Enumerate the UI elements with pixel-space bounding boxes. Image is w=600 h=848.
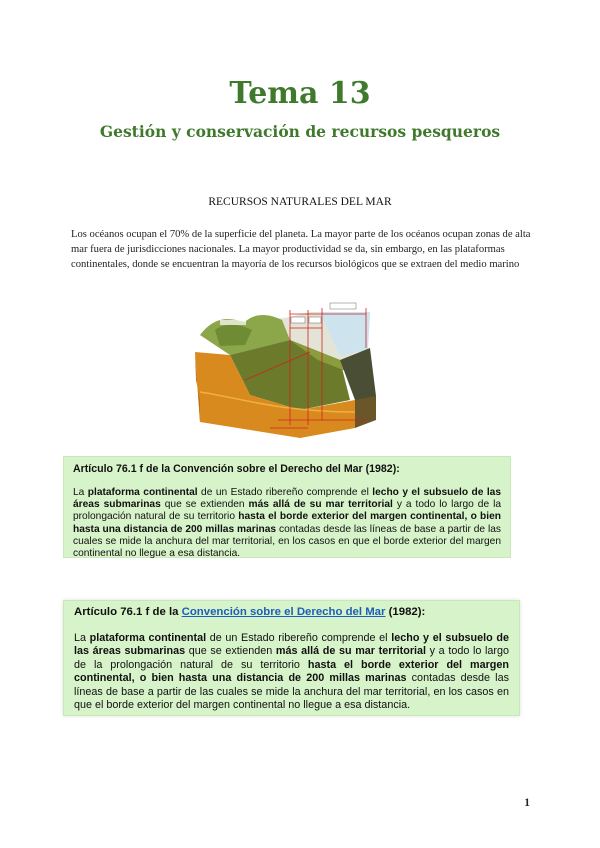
quote-box-title: Artículo 76.1 f de la Convención sobre el Derecho del Mar (1982): bbox=[74, 606, 426, 618]
continental-shelf-diagram bbox=[190, 300, 386, 440]
convention-link[interactable]: Convención sobre el Derecho del Mar bbox=[181, 606, 386, 618]
quote-box-text: La plataforma continental de un Estado ribereño comprende el lecho y el subsuelo de las áreas submarinas que se extienden más allá de su mar territorial y a todo lo largo de la prolongación natural de su territorio hasta el borde exterior del margen continental, o bien hasta una distancia de 200 millas marinas contadas desde las líneas de base a partir de las cuales se mide la anchura del mar territorial, en los casos en que el borde exterior del margen continental no llegue a esa distancia. bbox=[73, 487, 501, 560]
quote-box-title: Artículo 76.1 f de la Convención sobre el Derecho del Mar (1982): bbox=[73, 463, 400, 475]
quote-box-article-76 bbox=[63, 456, 511, 558]
page-title: Tema 13 bbox=[229, 76, 371, 111]
quote-box-article-76-linked bbox=[63, 600, 520, 716]
page-subtitle: Gestión y conservación de recursos pesqueros bbox=[99, 122, 501, 141]
page-number: 1 bbox=[524, 797, 530, 809]
quote-box-text: La plataforma continental de un Estado ribereño comprende el lecho y el subsuelo de las áreas submarinas que se extienden más allá de su mar territorial y a todo lo largo de la prolongación natural de su territorio hasta el borde exterior del margen continental, o bien hasta una distancia de 200 millas marinas contadas desde las líneas de base a partir de las cuales se mide la anchura del mar territorial, en los casos en que el borde exterior del margen continental no llegue a esa distancia. bbox=[74, 632, 509, 712]
intro-paragraph: Los océanos ocupan el 70% de la superficie del planeta. La mayor parte de los océanos ocupan zonas de alta mar fuera de jurisdicciones nacionales. La mayor productividad se da, sin embargo, en las plataformas continentales, donde se encuentran la mayoría de los recursos biológicos que se extraen del medio marino bbox=[71, 229, 531, 271]
section-heading: RECURSOS NATURALES DEL MAR bbox=[208, 196, 392, 208]
